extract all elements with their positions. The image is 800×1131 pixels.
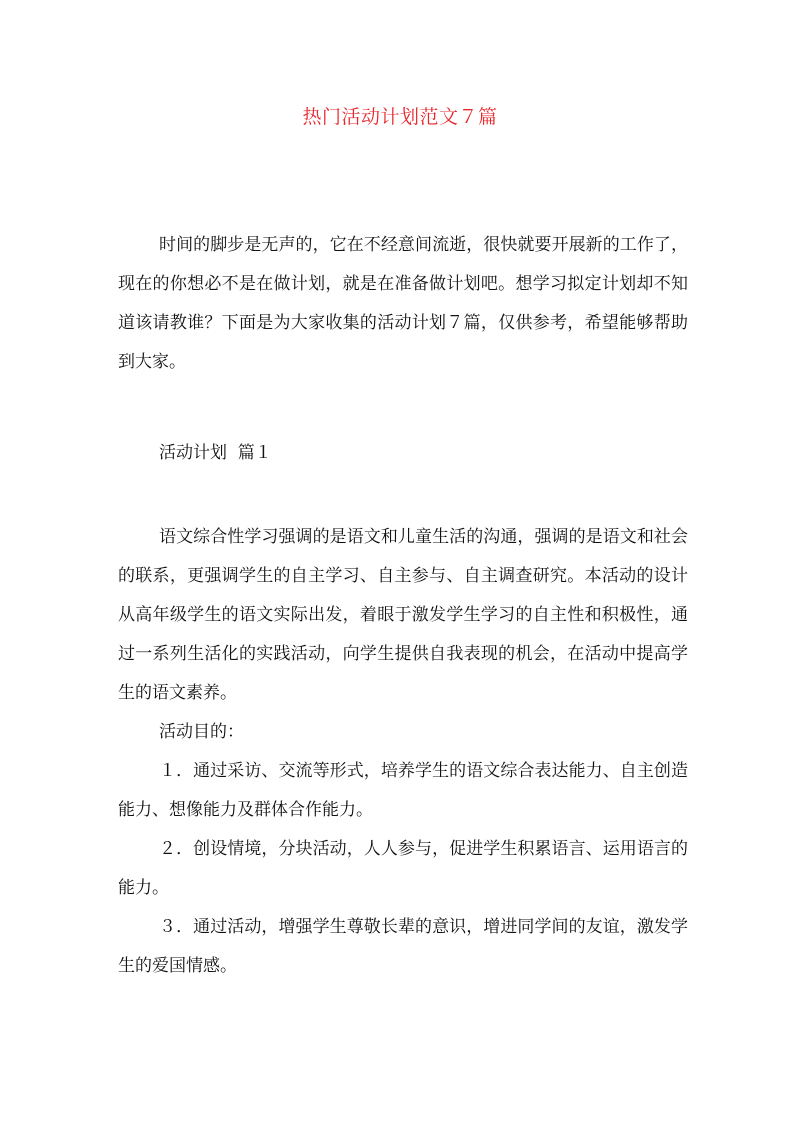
intro-paragraph: 时间的脚步是无声的，它在不经意间流逝，很快就要开展新的工作了，现在的你想必不是在做计划，就是在准备做计划吧。想学习拟定计划却不知道该请教谁？下面是为大家收集的活动计划７篇，仅供参考，希望能够帮助到大家。	[118, 235, 688, 372]
section-body-block	[118, 518, 688, 986]
document-title: 热门活动计划范文７篇	[302, 106, 498, 128]
goal-item-1: １．通过采访、交流等形式，培养学生的语文综合表达能力、自主创造能力、想像能力及群体合作能力。	[118, 761, 688, 820]
goal-item-3: ３．通过活动，增强学生尊敬长辈的意识，增进同学间的友谊，激发学生的爱国情感。	[118, 917, 688, 976]
goal-item-2: ２．创设情境，分块活动，人人参与，促进学生积累语言、运用语言的能力。	[118, 839, 688, 898]
intro-block	[118, 226, 688, 382]
goals-label: 活动目的：	[159, 722, 244, 742]
section-body-paragraph: 语文综合性学习强调的是语文和儿童生活的沟通，强调的是语文和社会的联系，更强调学生的自主学习、自主参与、自主调查研究。本活动的设计从高年级学生的语文实际出发，着眼于激发学生学习的自主性和积极性，通过一系列生活化的实践活动，向学生提供自我表现的机会，在活动中提高学生的语文素养。	[118, 527, 688, 703]
section-heading: 活动计划 篇１	[159, 443, 272, 463]
